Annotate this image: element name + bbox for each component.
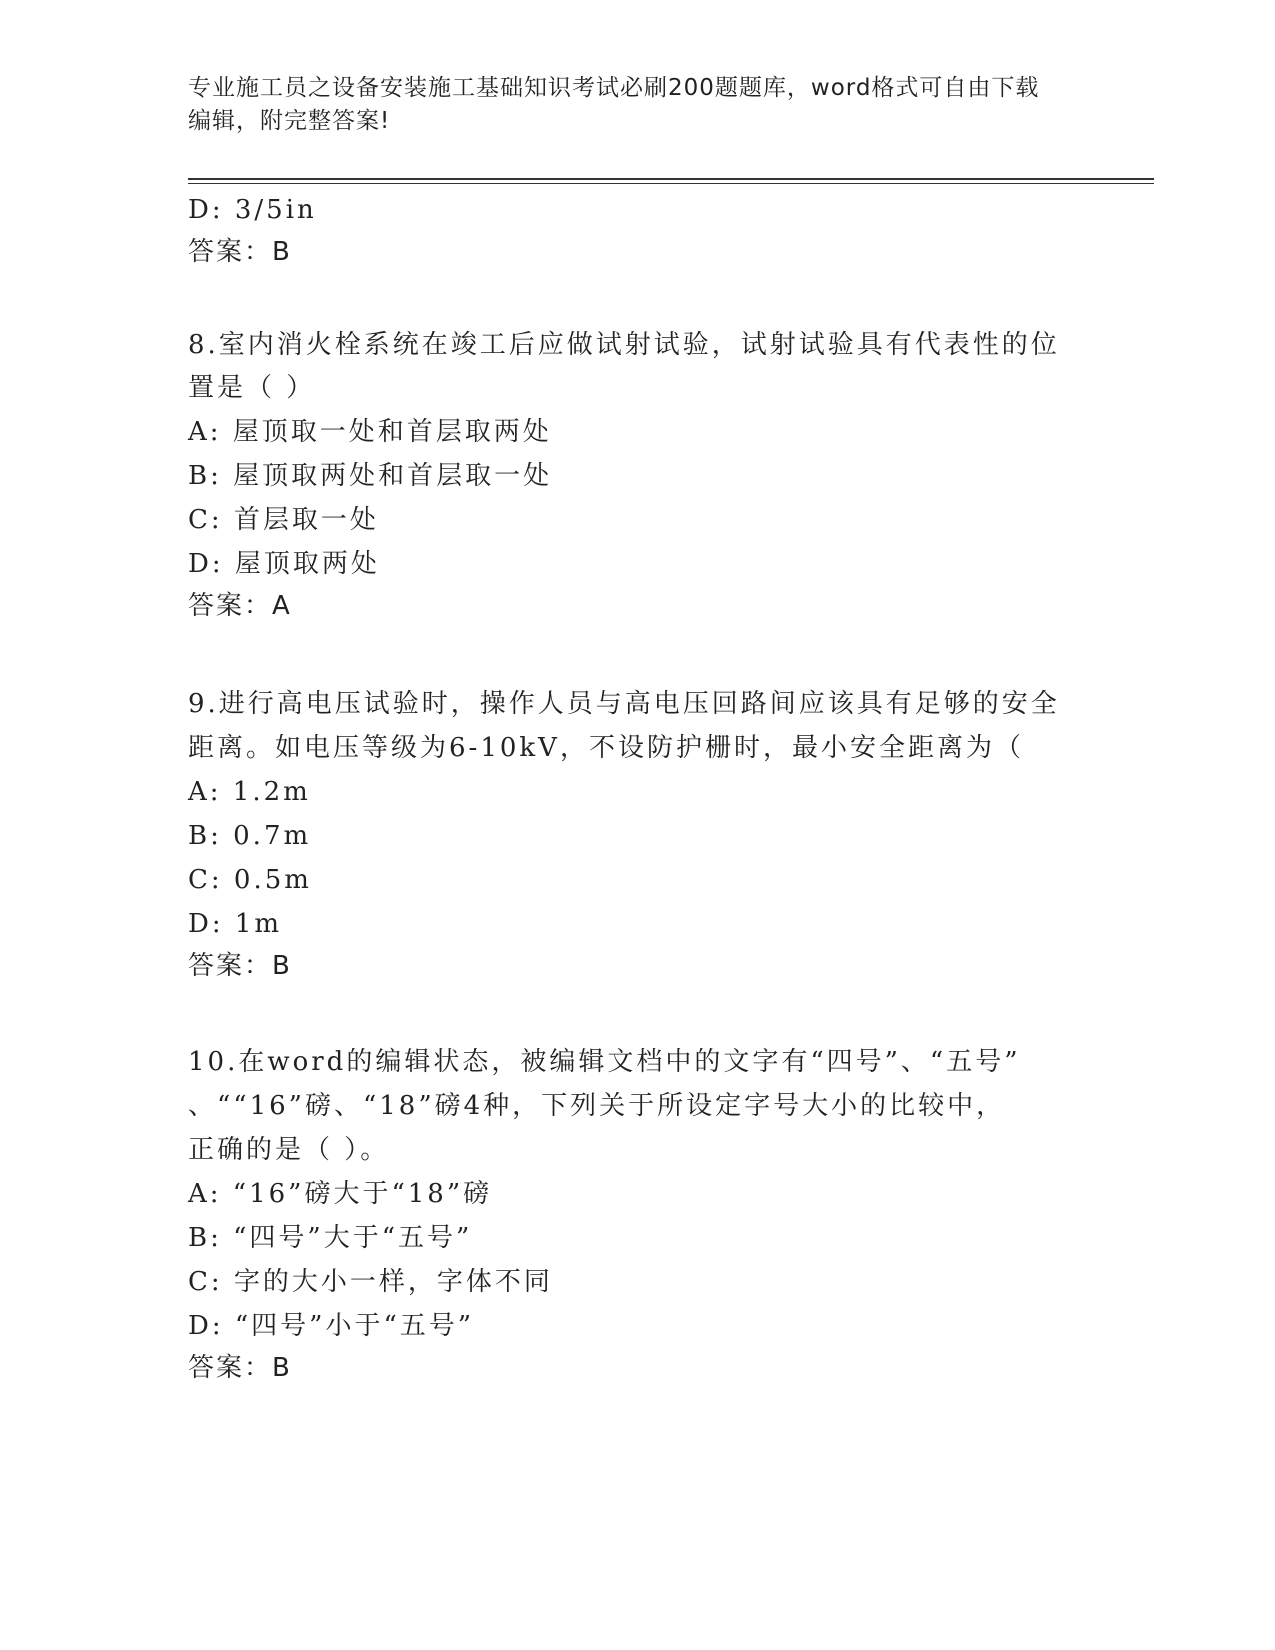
q10-stem-line-3: 正确的是（ ）。 bbox=[188, 1135, 390, 1165]
q7-answer: 答案：B bbox=[188, 237, 292, 267]
q8-option-c: C: 首层取一处 bbox=[188, 505, 379, 535]
q9-stem-line-1: 9.进行高电压试验时，操作人员与高电压回路间应该具有足够的安全 bbox=[188, 689, 1060, 719]
q10-stem-line-2: 、““16”磅、“18”磅4种，下列关于所设定字号大小的比较中， bbox=[188, 1091, 1006, 1121]
q8-answer: 答案：A bbox=[188, 591, 292, 621]
header-divider-thin bbox=[188, 183, 1154, 184]
q9-answer: 答案：B bbox=[188, 951, 292, 981]
q8-stem-line-1: 8.室内消火栓系统在竣工后应做试射试验，试射试验具有代表性的位 bbox=[188, 330, 1060, 360]
q10-option-b: B: “四号”大于“五号” bbox=[188, 1223, 473, 1253]
q10-option-c: C: 字的大小一样，字体不同 bbox=[188, 1267, 553, 1297]
q10-stem-line-1: 10.在word的编辑状态，被编辑文档中的文字有“四号”、“五号” bbox=[188, 1047, 1021, 1077]
q9-stem-line-2: 距离。如电压等级为6-10kV，不设防护栅时，最小安全距离为（ bbox=[188, 733, 1024, 763]
q9-option-d: D: 1m bbox=[188, 909, 283, 939]
q8-option-a: A: 屋顶取一处和首层取两处 bbox=[188, 417, 552, 447]
header-line-2: 编辑，附完整答案! bbox=[188, 108, 391, 134]
q10-answer: 答案：B bbox=[188, 1353, 292, 1383]
document-header bbox=[188, 72, 1088, 138]
q9-option-a: A: 1.2m bbox=[188, 777, 311, 807]
q10-option-d: D: “四号”小于“五号” bbox=[188, 1311, 475, 1341]
q7-option-d: D: 3/5in bbox=[188, 195, 317, 225]
q8-stem-line-2: 置是（ ） bbox=[188, 373, 316, 403]
header-divider-thick bbox=[188, 178, 1154, 180]
q8-option-b: B: 屋顶取两处和首层取一处 bbox=[188, 461, 553, 491]
q8-option-d: D: 屋顶取两处 bbox=[188, 549, 380, 579]
header-line-1: 专业施工员之设备安装施工基础知识考试必刷200题题库，word格式可自由下载 bbox=[188, 75, 1040, 101]
q9-option-b: B: 0.7m bbox=[188, 821, 312, 851]
q10-option-a: A: “16”磅大于“18”磅 bbox=[188, 1179, 493, 1209]
q9-option-c: C: 0.5m bbox=[188, 865, 312, 895]
